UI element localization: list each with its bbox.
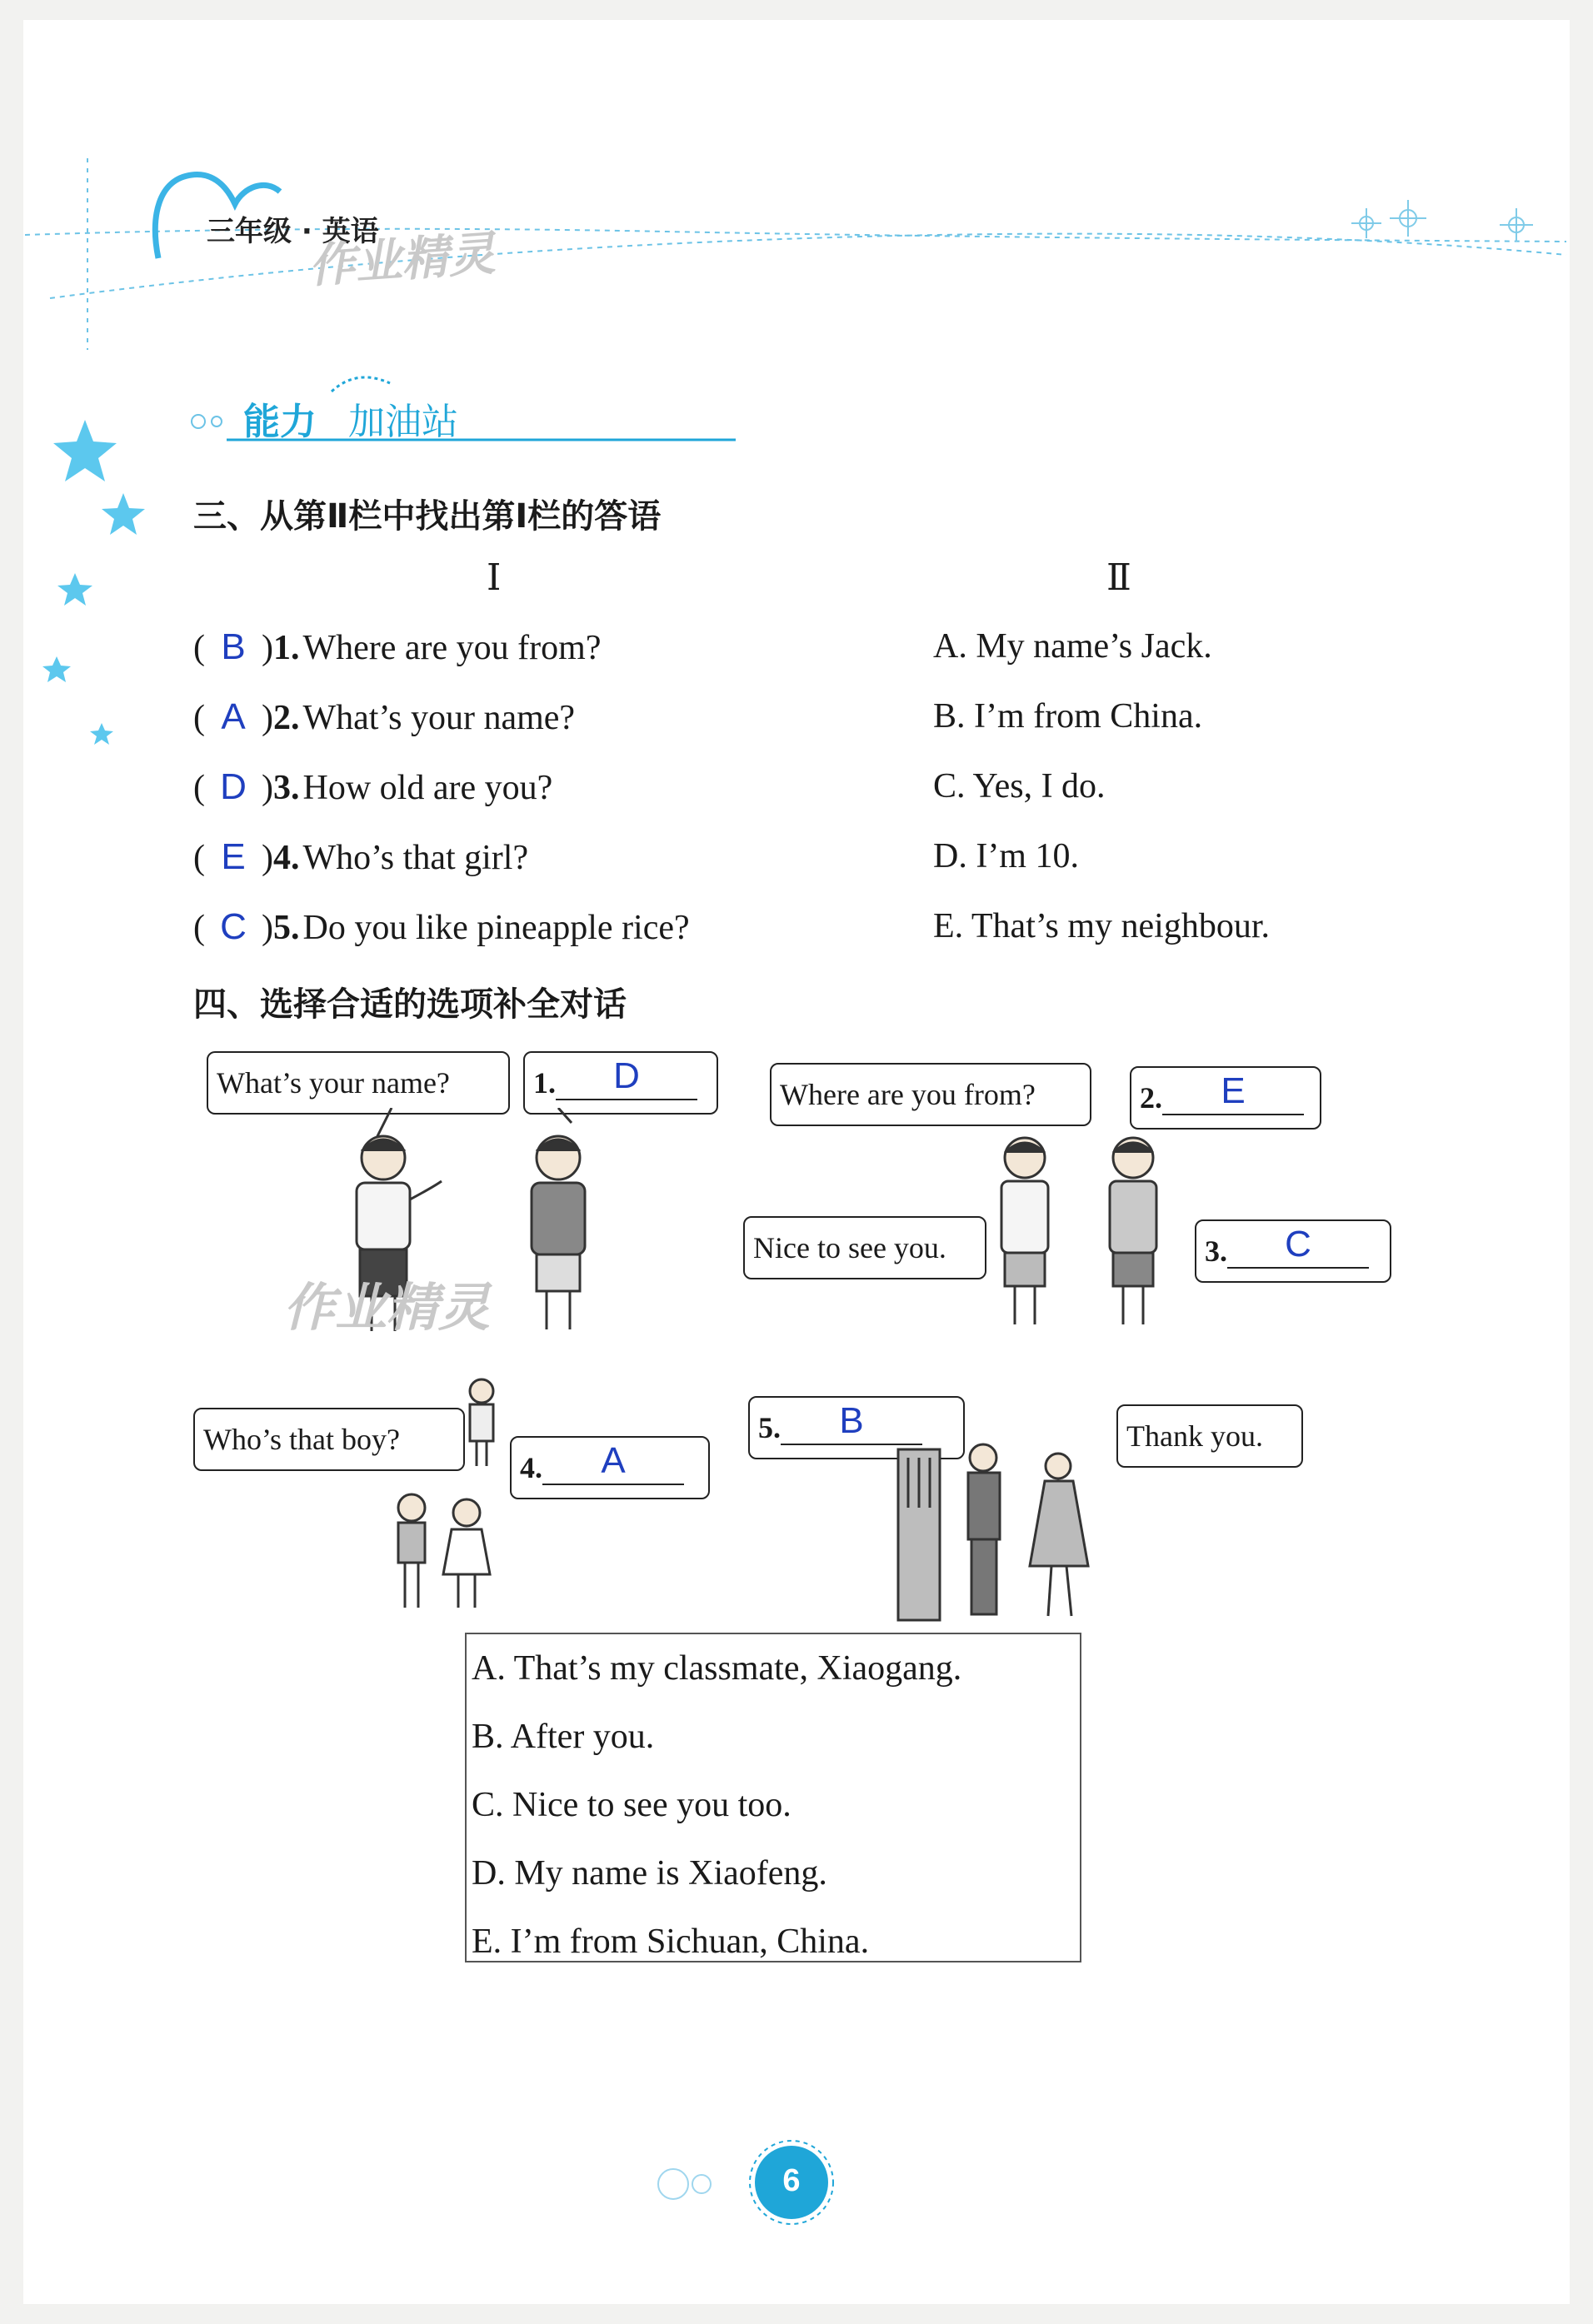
blank-answer: C <box>1285 1224 1311 1264</box>
bubble-thank-you <box>1116 1404 1303 1468</box>
bubble-text: Thank you. <box>1126 1419 1263 1453</box>
match-option-a: A. My name’s Jack. <box>933 627 1212 666</box>
blank-number: 1. <box>533 1066 556 1100</box>
question-number: 1. <box>273 629 300 667</box>
blank-4[interactable] <box>542 1440 684 1485</box>
header-decoration <box>0 0 1593 350</box>
match-question-3 <box>193 766 552 808</box>
bubble-text: Where are you from? <box>780 1078 1036 1111</box>
dialogue-option-d: D. My name is Xiaofeng. <box>472 1854 827 1893</box>
column-1-label: Ⅰ <box>487 557 502 598</box>
blank-answer: B <box>839 1400 864 1441</box>
answer-paren-open: ( <box>193 769 205 807</box>
blank-number: 5. <box>758 1411 781 1444</box>
dialogue-options-box <box>465 1633 1081 1962</box>
part4-heading: 四、选择合适的选项补全对话 <box>193 985 627 1024</box>
answer-4[interactable]: E <box>221 836 246 877</box>
match-option-b: B. I’m from China. <box>933 697 1203 736</box>
question-text: Do you like pineapple rice? <box>302 909 690 947</box>
watermark-body: 作业精灵 <box>283 1277 491 1338</box>
match-question-1 <box>193 626 601 668</box>
answer-paren-close: ) <box>262 769 273 807</box>
question-number: 4. <box>273 839 300 877</box>
bubble-answer-1 <box>523 1051 718 1115</box>
watermark-header: 作业精灵 <box>307 227 497 294</box>
blank-answer: E <box>1221 1070 1246 1111</box>
answer-3[interactable]: D <box>220 766 247 807</box>
answer-paren-close: ) <box>262 839 273 877</box>
answer-paren-open: ( <box>193 909 205 947</box>
answer-1[interactable]: B <box>221 626 246 667</box>
bubble-where-are-you-from <box>770 1063 1091 1126</box>
answer-paren-close: ) <box>262 699 273 737</box>
page-number-decoration <box>650 2132 850 2232</box>
answer-paren-open: ( <box>193 629 205 667</box>
match-question-5 <box>193 906 690 948</box>
match-option-e: E. That’s my neighbour. <box>933 907 1271 945</box>
blank-answer: D <box>613 1055 640 1096</box>
dialogue-option-b: B. After you. <box>472 1718 655 1756</box>
bubble-text: Who’s that boy? <box>203 1423 400 1456</box>
question-text: What’s your name? <box>302 699 576 737</box>
section-title-station: 加油站 <box>348 401 458 443</box>
question-number: 3. <box>273 769 300 807</box>
answer-5[interactable]: C <box>220 906 247 947</box>
blank-number: 4. <box>520 1451 542 1484</box>
part3-heading: 三、从第Ⅱ栏中找出第Ⅰ栏的答语 <box>193 497 662 536</box>
answer-paren-close: ) <box>262 909 273 947</box>
match-question-4 <box>193 836 528 878</box>
star-icons <box>33 416 158 766</box>
answer-paren-close: ) <box>262 629 273 667</box>
blank-number: 3. <box>1205 1234 1227 1268</box>
answer-2[interactable]: A <box>221 696 246 737</box>
dialogue-option-a: A. That’s my classmate, Xiaogang. <box>472 1649 962 1688</box>
question-number: 2. <box>273 699 300 737</box>
blank-5[interactable] <box>781 1400 922 1445</box>
bubble-nice-to-see-you <box>743 1216 986 1279</box>
question-text: How old are you? <box>302 769 553 807</box>
bubble-whats-your-name <box>207 1051 510 1115</box>
question-number: 5. <box>273 909 300 947</box>
match-option-d: D. I’m 10. <box>933 837 1079 875</box>
boys-meeting-illustration <box>975 1133 1191 1341</box>
answer-paren-open: ( <box>193 699 205 737</box>
question-text: Where are you from? <box>302 629 602 667</box>
dialogue-option-e: E. I’m from Sichuan, China. <box>472 1923 870 1961</box>
blank-answer: A <box>601 1440 626 1481</box>
grade-subject-label: 三年级 · 英语 <box>207 215 379 248</box>
bubble-answer-4 <box>510 1436 710 1499</box>
question-text: Who’s that girl? <box>302 839 529 877</box>
match-option-c: C. Yes, I do. <box>933 767 1106 805</box>
section-title-ability: 能力 <box>243 401 317 443</box>
page-number: 6 <box>782 2163 801 2198</box>
children-pointing-illustration <box>375 1374 517 1624</box>
column-2-label: Ⅱ <box>1106 557 1131 598</box>
bubble-answer-2 <box>1130 1066 1321 1130</box>
blank-1[interactable] <box>556 1055 697 1100</box>
after-you-door-illustration <box>891 1441 1125 1624</box>
answer-paren-open: ( <box>193 839 205 877</box>
bubble-text: Nice to see you. <box>753 1231 946 1264</box>
dialogue-option-c: C. Nice to see you too. <box>472 1786 792 1824</box>
bubble-answer-3 <box>1195 1219 1391 1283</box>
blank-2[interactable] <box>1162 1070 1304 1115</box>
bubble-text: What’s your name? <box>217 1066 450 1100</box>
match-question-2 <box>193 696 575 738</box>
blank-number: 2. <box>1140 1081 1162 1115</box>
blank-3[interactable] <box>1227 1224 1369 1269</box>
